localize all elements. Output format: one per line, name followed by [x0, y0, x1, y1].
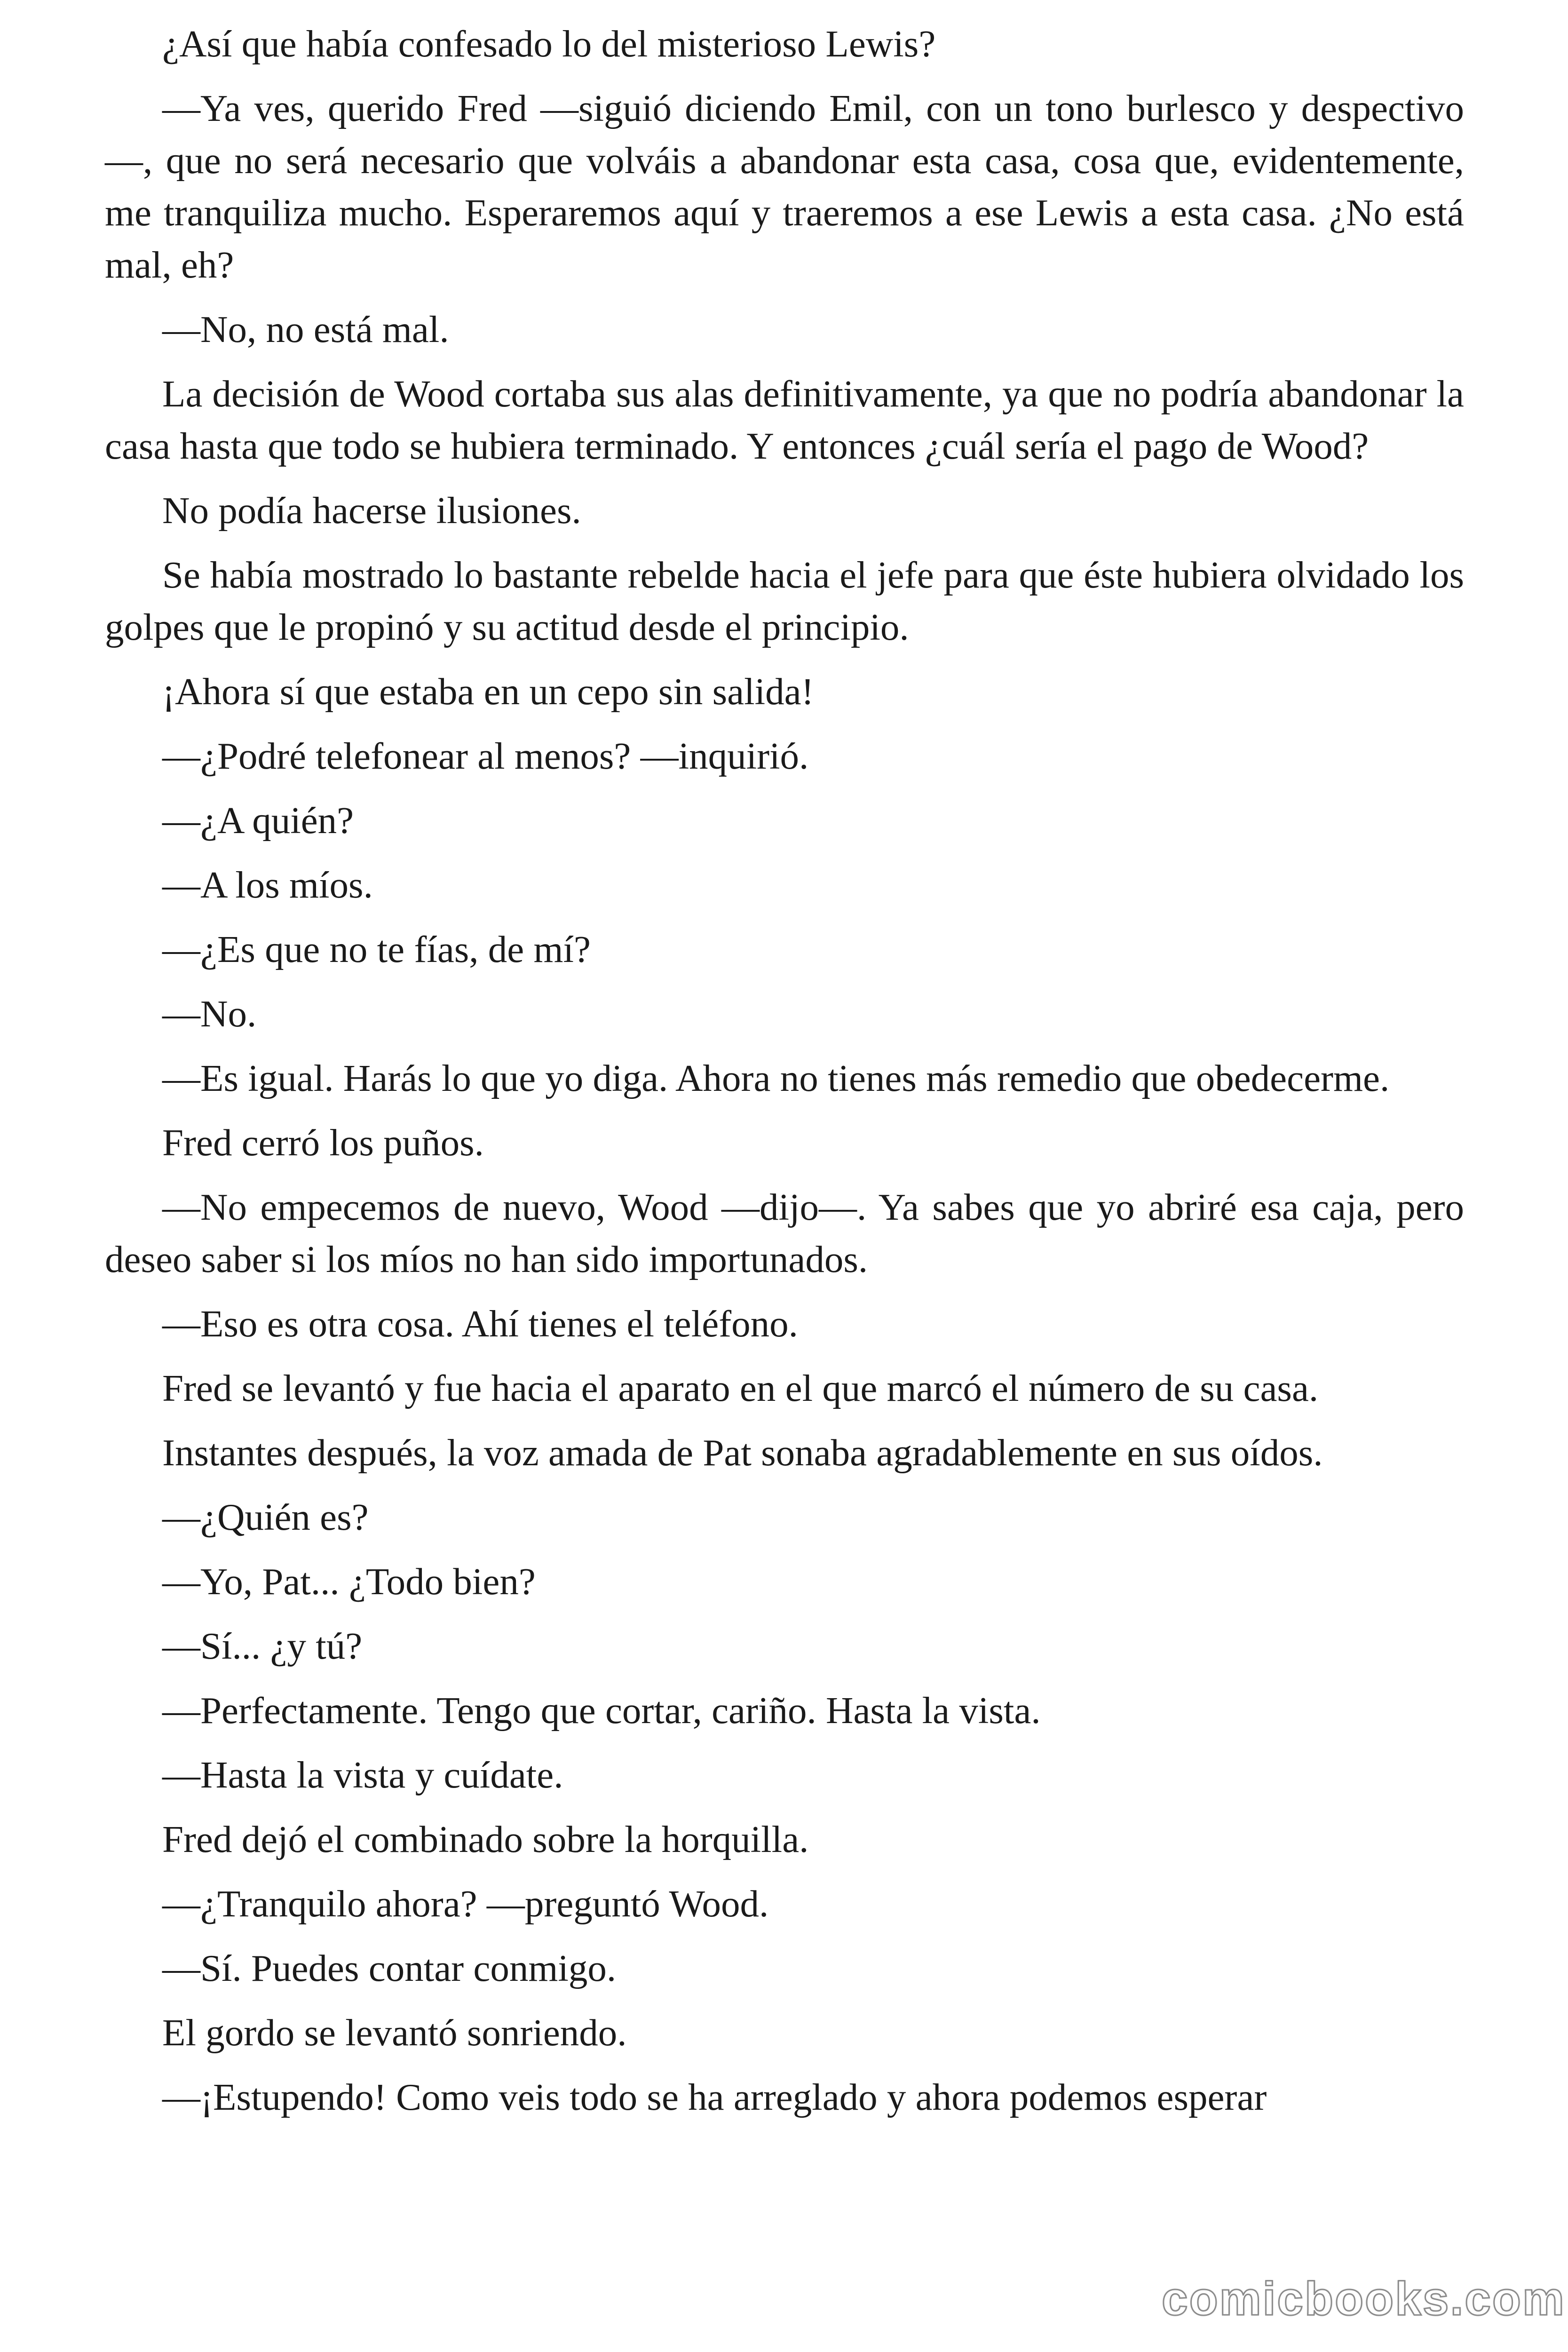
paragraph: El gordo se levantó sonriendo. [162, 2011, 627, 2054]
paragraph: —¿Podré telefonear al menos? —inquirió. [162, 735, 809, 777]
paragraph: —A los míos. [162, 864, 373, 906]
paragraph: —No, no está mal. [162, 308, 449, 350]
paragraph: —No empecemos de nuevo, Wood —dijo—. Ya sabes que yo abriré esa caja, pero deseo saber si los míos no han sido importunados. [105, 1186, 1464, 1280]
paragraph: —¿Quién es? [162, 1496, 369, 1538]
paragraph: ¡Ahora sí que estaba en un cepo sin salida! [162, 670, 814, 713]
paragraph: —Ya ves, querido Fred —siguió diciendo Emil, con un tono burlesco y despectivo—, que no será necesario que volváis a abandonar esta casa, cosa que, evidentemente, me tranquiliza mucho. Esperaremos aquí y traeremos a ese Lewis a esta casa. ¿No está mal, eh? [105, 87, 1464, 286]
paragraph: —Perfectamente. Tengo que cortar, cariño. Hasta la vista. [162, 1689, 1041, 1732]
paragraph: ¿Así que había confesado lo del misterioso Lewis? [162, 23, 936, 65]
watermark: comicbooks.com [1162, 2273, 1566, 2325]
paragraph: —Es igual. Harás lo que yo diga. Ahora no tienes más remedio que obedecerme. [162, 1057, 1390, 1099]
paragraph: Instantes después, la voz amada de Pat sonaba agradablemente en sus oídos. [162, 1431, 1323, 1474]
paragraph: —Sí... ¿y tú? [162, 1625, 363, 1667]
paragraph: —Hasta la vista y cuídate. [162, 1754, 563, 1796]
paragraph: Fred se levantó y fue hacia el aparato en el que marcó el número de su casa. [162, 1367, 1319, 1409]
paragraph: —¿Tranquilo ahora? —preguntó Wood. [162, 1883, 769, 1925]
paragraph: Se había mostrado lo bastante rebelde hacia el jefe para que éste hubiera olvidado los golpes que le propinó y su actitud desde el principio. [105, 554, 1464, 648]
paragraph: —Sí. Puedes contar conmigo. [162, 1947, 617, 1989]
paragraph: La decisión de Wood cortaba sus alas definitivamente, ya que no podría abandonar la casa hasta que todo se hubiera terminado. Y entonces ¿cuál sería el pago de Wood? [105, 373, 1464, 467]
paragraph: —¡Estupendo! Como veis todo se ha arreglado y ahora podemos esperar [162, 2076, 1267, 2118]
paragraph: —¿A quién? [162, 799, 354, 842]
paragraph: Fred cerró los puños. [162, 1121, 484, 1164]
paragraph: —Eso es otra cosa. Ahí tienes el teléfono. [162, 1303, 798, 1345]
body-text [105, 18, 1464, 2136]
paragraph: —Yo, Pat... ¿Todo bien? [162, 1560, 536, 1603]
paragraph: Fred dejó el combinado sobre la horquilla. [162, 1818, 809, 1860]
paragraph: —¿Es que no te fías, de mí? [162, 928, 591, 970]
paragraph: —No. [162, 993, 257, 1035]
paragraph: No podía hacerse ilusiones. [162, 489, 581, 532]
